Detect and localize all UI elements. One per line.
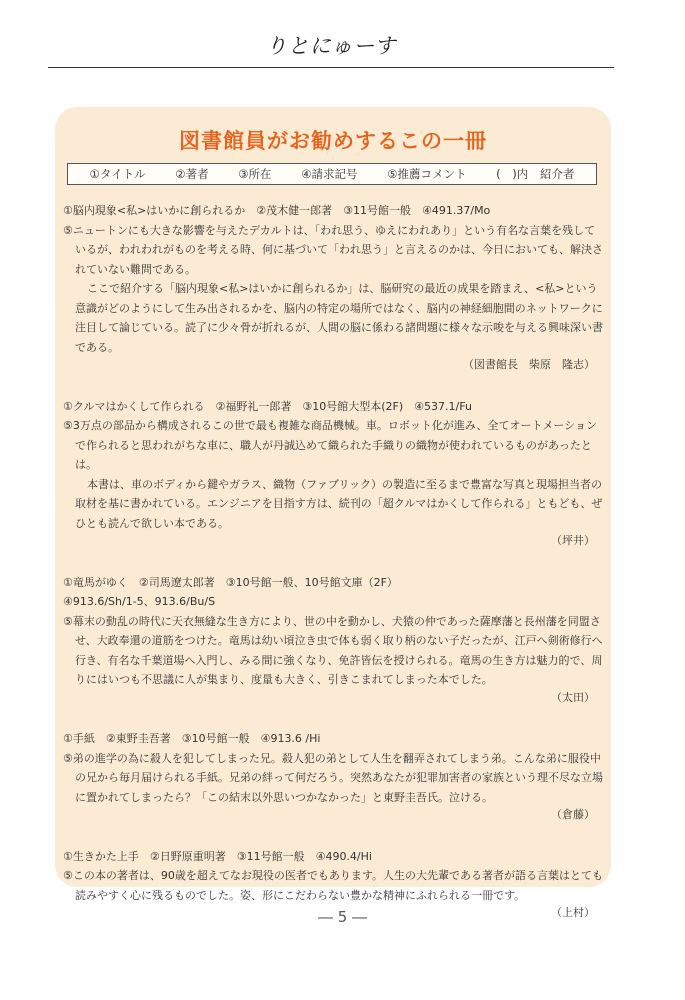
legend-comment: ⑤推薦コメント xyxy=(387,167,467,181)
legend-title: ①タイトル xyxy=(89,167,146,181)
book-meta: ①クルマはかくして作られる ②福野礼一郎著 ③10号館大型本(2F) ④537.1/Fu xyxy=(63,399,472,413)
book-entry xyxy=(63,573,603,708)
introducer: （上村） xyxy=(551,906,595,919)
book-meta: ①生きかた上手 ②日野原重明著 ③11号館一般 ④490.4/Hi xyxy=(63,849,372,863)
book-comment: ⑤弟の進学の為に殺人を犯してしまった兄。殺人犯の弟として人生を翻弄されてしまう弟。こんな弟に服役中の兄から毎月届けられる手紙。兄弟の絆って何だろう。突然あなたが犯罪加害者の家族という理不尽な立場に置かれてしまったら？「この結末以外思いつかなかった」と東野圭吾氏。泣ける。 xyxy=(63,751,603,804)
legend-box xyxy=(67,163,597,185)
page-number: ― 5 ― xyxy=(317,908,368,926)
book-list xyxy=(63,201,603,945)
book-meta: ①脳内現象<私>はいかに創られるか ②茂木健一郎著 ③11号館一般 ④491.37/Mo xyxy=(63,204,491,217)
introducer: （倉藤） xyxy=(551,808,595,821)
book-entry xyxy=(63,729,603,825)
newsletter-title: りとにゅーす xyxy=(265,34,397,58)
book-comment: ⑤この本の著者は、90歳を超えてなお現役の医者でもあります。人生の大先輩である著者が語る言葉はとても読みやすく心に残るものでした。姿、形にこだわらない豊かな精神にふれられる一冊です。 xyxy=(63,869,603,902)
book-entry xyxy=(63,201,603,375)
legend-call-number: ④請求記号 xyxy=(301,167,358,181)
header-divider xyxy=(48,67,614,68)
book-call-number: ④913.6/Sh/1-5、913.6/Bu/S xyxy=(63,595,216,608)
book-comment: ⑤3万点の部品から構成されるこの世で最も複雑な商品機械。車。ロボット化が進み、全てオートメーションで作られると思われがちな車に、職人が丹誠込めて織られた手織りの織物が使われているものがあったとは。 xyxy=(63,419,597,471)
book-comment-continued: ここで紹介する「脳内現象<私>はいかに創られるか」は、脳研究の最近の成果を踏まえ、<私>という意識がどのようにして生み出されるかを、脳内の特定の場所ではなく、脳内の神経細胞間のネットワークに注目して論じている。読了に少々骨が折れるが、人間の脳に係わる諸問題に様々な示唆を与える興味深い書である。 xyxy=(75,282,603,354)
recommendation-panel xyxy=(55,107,611,919)
introducer: （太田） xyxy=(551,690,595,704)
book-comment: ⑤幕末の動乱の時代に天衣無縫な生き方により、世の中を動かし、犬猿の仲であった薩摩藩と長州藩を同盟させ、大政奉還の道筋をつけた。竜馬は幼い頃泣き虫で体も弱く取り柄のない子だったが、江戸へ剣術修行へ行き、有名な千葉道場へ入門し、みる間に強くなり、免許皆伝を授けられる。竜馬の生き方は魅力的で、周りにはいつも不思議に人が集まり、度量も大きく、引きこまれてしまった本でした。 xyxy=(63,614,603,686)
legend-location: ③所在 xyxy=(238,167,272,181)
section-title: 図書館員がお勧めするこの一冊 xyxy=(179,129,487,153)
legend-author: ②著者 xyxy=(175,167,209,181)
book-comment: ⑤ニュートンにも大きな影響を与えたデカルトは、「われ思う、ゆえにわれあり」という有名な言葉を残しているが、われわれがものを考える時、何に基づいて「われ思う」と言えるのかは、今日においても、解決されていない難問である。 xyxy=(63,223,603,276)
introducer: （図書館長 柴原 隆志） xyxy=(463,358,595,371)
introducer: （坪井） xyxy=(551,534,595,547)
book-comment-continued: 本書は、車のボディから鍵やガラス、織物（ファブリック）の製造に至るまで豊富な写真と現場担当者の取材を基に書かれている。エンジニアを目指す方は、続刊の「超クルマはかくして作られる」ともども、ぜひとも読んで欲しい本である。 xyxy=(75,477,603,530)
book-entry xyxy=(63,397,603,551)
book-meta: ①手紙 ②東野圭吾著 ③10号館一般 ④913.6 /Hi xyxy=(63,732,321,745)
legend-introducer: ( )内 紹介者 xyxy=(496,167,575,181)
book-meta: ①竜馬がゆく ②司馬遼太郎著 ③10号館一般、10号館文庫（2F） xyxy=(63,575,398,589)
